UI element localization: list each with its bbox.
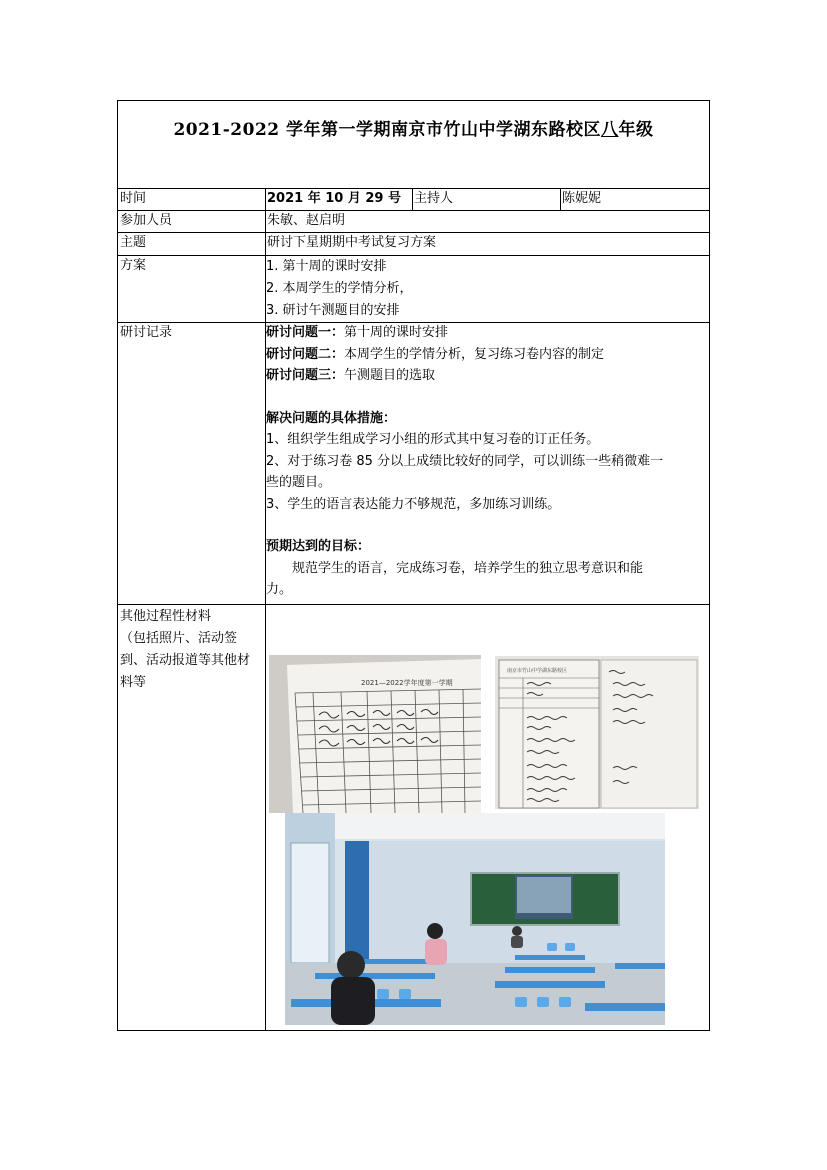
plan-list: [266, 256, 708, 322]
time-label: 时间: [120, 191, 147, 206]
activity-record-table: [117, 100, 710, 1031]
participants-value: 朱敏、赵启明: [267, 213, 346, 228]
goal-heading: 预期达到的目标：: [266, 539, 371, 554]
signin-sheet-image: [269, 655, 481, 813]
goal-line: 力。: [266, 582, 293, 597]
other-label-line: （包括照片、活动签: [120, 631, 238, 646]
document-title-line1: [118, 115, 709, 140]
plan-item: 3. 研讨午测题目的安排: [266, 303, 400, 318]
other-label-line: 其他过程性材料: [120, 609, 212, 624]
topic-value: 研讨下星期期中考试复习方案: [267, 235, 437, 250]
discussion-record: [266, 322, 708, 601]
title-prefix: 2021-2022 学年第一学期南京市竹山中学湖东路校区: [173, 120, 602, 140]
time-value: 2021 年 10 月 29 号: [267, 191, 401, 206]
other-materials-label: [120, 606, 262, 694]
participants-label: 参加人员: [120, 213, 173, 228]
issue-label: 研讨问题一：: [266, 325, 345, 340]
row-divider: [118, 188, 709, 189]
issue-line: [266, 322, 708, 344]
plan-item: 1. 第十周的课时安排: [266, 259, 387, 274]
classroom-image: [285, 813, 665, 1025]
record-sheet-photo: [495, 656, 699, 809]
record-label: 研讨记录: [120, 325, 173, 340]
signin-sheet-header: 2021—2022学年度第一学期: [361, 679, 453, 687]
title-suffix: 年级: [618, 120, 654, 140]
topic-label: 主题: [120, 235, 147, 250]
plan-label: 方案: [120, 258, 147, 273]
column-divider: [560, 188, 561, 210]
measure-item: 3、学生的语言表达能力不够规范，多加练习训练。: [266, 496, 561, 512]
signin-sheet-photo: [269, 655, 481, 813]
record-sheet-header: 南京市竹山中学湖东路校区: [507, 668, 568, 674]
other-label-line: 到、活动报道等其他材: [120, 653, 251, 668]
plan-item: 2. 本周学生的学情分析，: [266, 281, 413, 296]
host-value: 陈妮妮: [562, 191, 602, 206]
measure-item: 些的题目。: [266, 475, 332, 490]
measures-heading: 解决问题的具体措施：: [266, 410, 397, 426]
goal-line: 规范学生的语言，完成练习卷，培养学生的独立思考意识和能: [266, 560, 644, 576]
row-divider: [118, 210, 709, 211]
classroom-photo: [285, 813, 665, 1025]
issue-line: [266, 344, 708, 366]
issue-text: 本周学生的学情分析，复习练习卷内容的制定: [344, 346, 605, 362]
row-divider: [118, 232, 709, 233]
title-grade: 八: [601, 120, 619, 140]
column-divider: [412, 188, 413, 210]
measure-item: 2、对于练习卷 85 分以上成绩比较好的同学，可以训练一些稍微难一: [266, 453, 664, 469]
row-divider: [118, 604, 709, 605]
other-label-line: 料等: [120, 675, 147, 690]
issue-label: 研讨问题二：: [266, 346, 345, 362]
issue-text: 午测题目的选取: [344, 368, 436, 383]
record-sheet-image: [495, 656, 699, 809]
host-label: 主持人: [414, 191, 454, 206]
issue-label: 研讨问题三：: [266, 368, 345, 383]
issue-line: [266, 365, 708, 387]
issue-text: 第十周的课时安排: [344, 325, 449, 340]
measure-item: 1、组织学生组成学习小组的形式其中复习卷的订正任务。: [266, 432, 600, 447]
